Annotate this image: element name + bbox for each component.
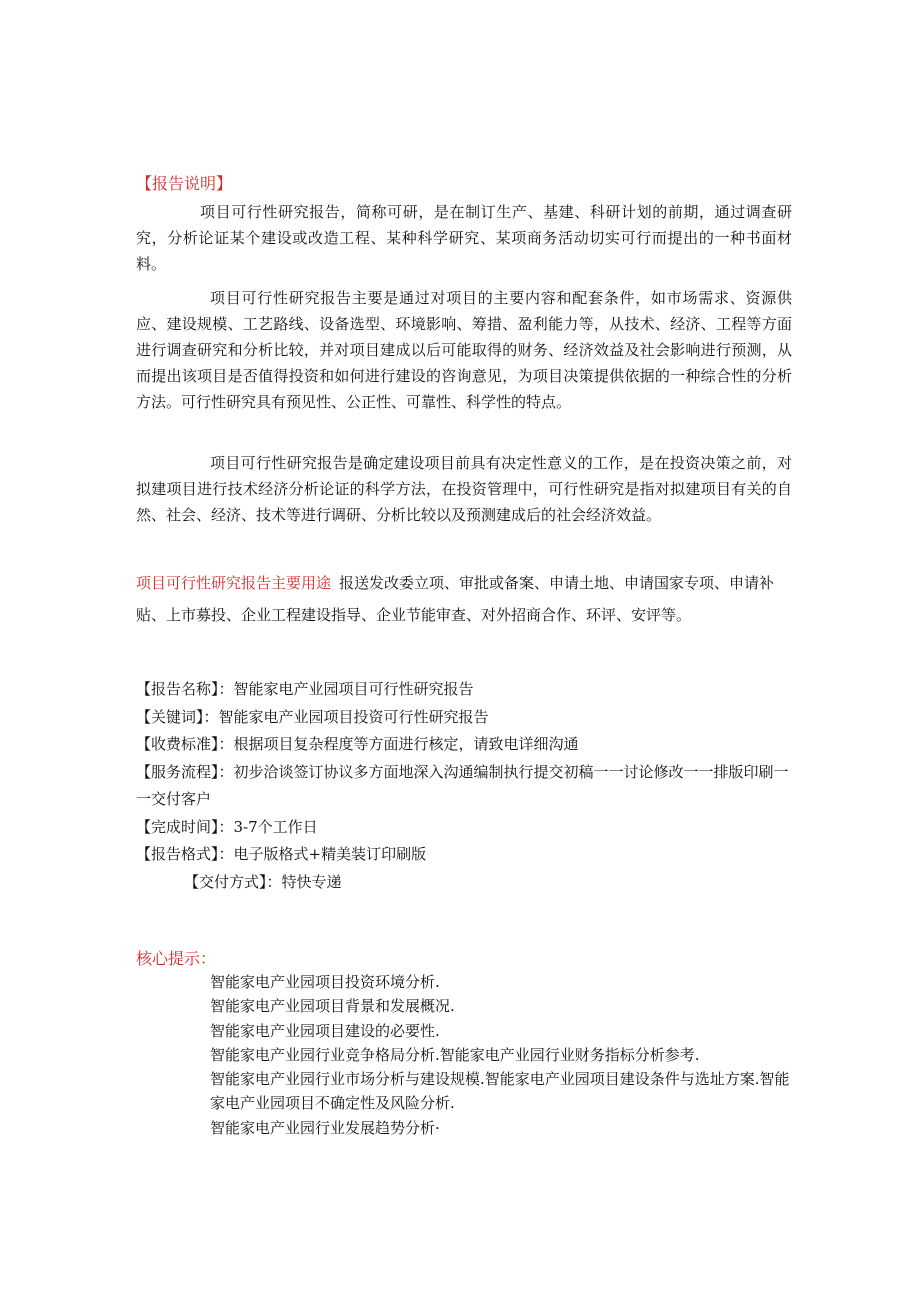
- core-tip-item: 智能家电产业园行业竞争格局分析.智能家电产业园行业财务指标分析参考.: [210, 1045, 700, 1064]
- report-info-block: [136, 676, 792, 896]
- paragraph-definition: 项目可行性研究报告，简称可研，是在制订生产、基建、科研计划的前期，通过调查研究，分析论证某个建设或改造工程、某种科学研究、某项商务活动切实可行而提出的一种书面材料。: [136, 203, 792, 273]
- info-report-format: 【报告格式】：电子版格式+精美装订印刷版: [136, 845, 427, 863]
- info-keywords: 【关键词】：智能家电产业园项目投资可行性研究报告: [136, 707, 489, 726]
- info-completion-time: 【完成时间】：3-7个工作日: [136, 817, 318, 836]
- core-tip-item: 智能家电产业园行业市场分析与建设规模.智能家电产业园项目建设条件与选址方案.智能家电产业园项目不确定性及风险分析.: [210, 1070, 790, 1113]
- usage-label: 项目可行性研究报告主要用途: [136, 574, 332, 592]
- core-tip-item: 智能家电产业园项目投资环境分析.: [210, 973, 440, 991]
- core-tip-item: 智能家电产业园项目建设的必要性.: [210, 1021, 440, 1040]
- info-service-process: 【服务流程】：初步洽谈签订协议多方面地深入沟通编制执行提交初稿一一讨论修改一一排版印刷一一交付客户: [136, 762, 789, 808]
- usage-text: 报送发改委立项、审批或备案、申请土地、申请国家专项、申请补贴、上市募投、企业工程建设指导、企业节能审查、对外招商合作、环评、安评等。: [136, 574, 775, 624]
- core-tip-item: 智能家电产业园项目背景和发展概况.: [210, 997, 455, 1016]
- core-tips-heading: 核心提示：: [136, 949, 217, 968]
- core-tip-item: 智能家电产业园行业发展趋势分析·: [210, 1118, 440, 1137]
- report-description-heading: 【报告说明】: [136, 174, 233, 193]
- core-tips-list: [210, 970, 792, 1140]
- paragraph-significance: 项目可行性研究报告是确定建设项目前具有决定性意义的工作，是在投资决策之前，对拟建项目进行技术经济分析论证的科学方法，在投资管理中，可行性研究是指对拟建项目有关的自然、社会、经济、技术等进行调研、分析比较以及预测建成后的社会经济效益。: [136, 454, 792, 524]
- paragraph-content: 项目可行性研究报告主要是通过对项目的主要内容和配套条件，如市场需求、资源供应、建设规模、工艺路线、设备选型、环境影响、筹措、盈利能力等，从技术、经济、工程等方面进行调查研究和分析比较，并对项目建成以后可能取得的财务、经济效益及社会影响进行预测，从而提出该项目是否值得投资和如何进行建设的咨询意见，为项目决策提供依据的一种综合性的分析方法。可行性研究具有预见性、公正性、可靠性、科学性的特点。: [136, 289, 792, 411]
- info-delivery-method: 【交付方式】：特快专递: [184, 872, 342, 891]
- info-fee-standard: 【收费标准】：根据项目复杂程度等方面进行核定，请致电详细沟通: [136, 735, 579, 753]
- info-report-name: 【报告名称】：智能家电产业园项目可行性研究报告: [136, 680, 474, 698]
- usage-section: [136, 567, 792, 631]
